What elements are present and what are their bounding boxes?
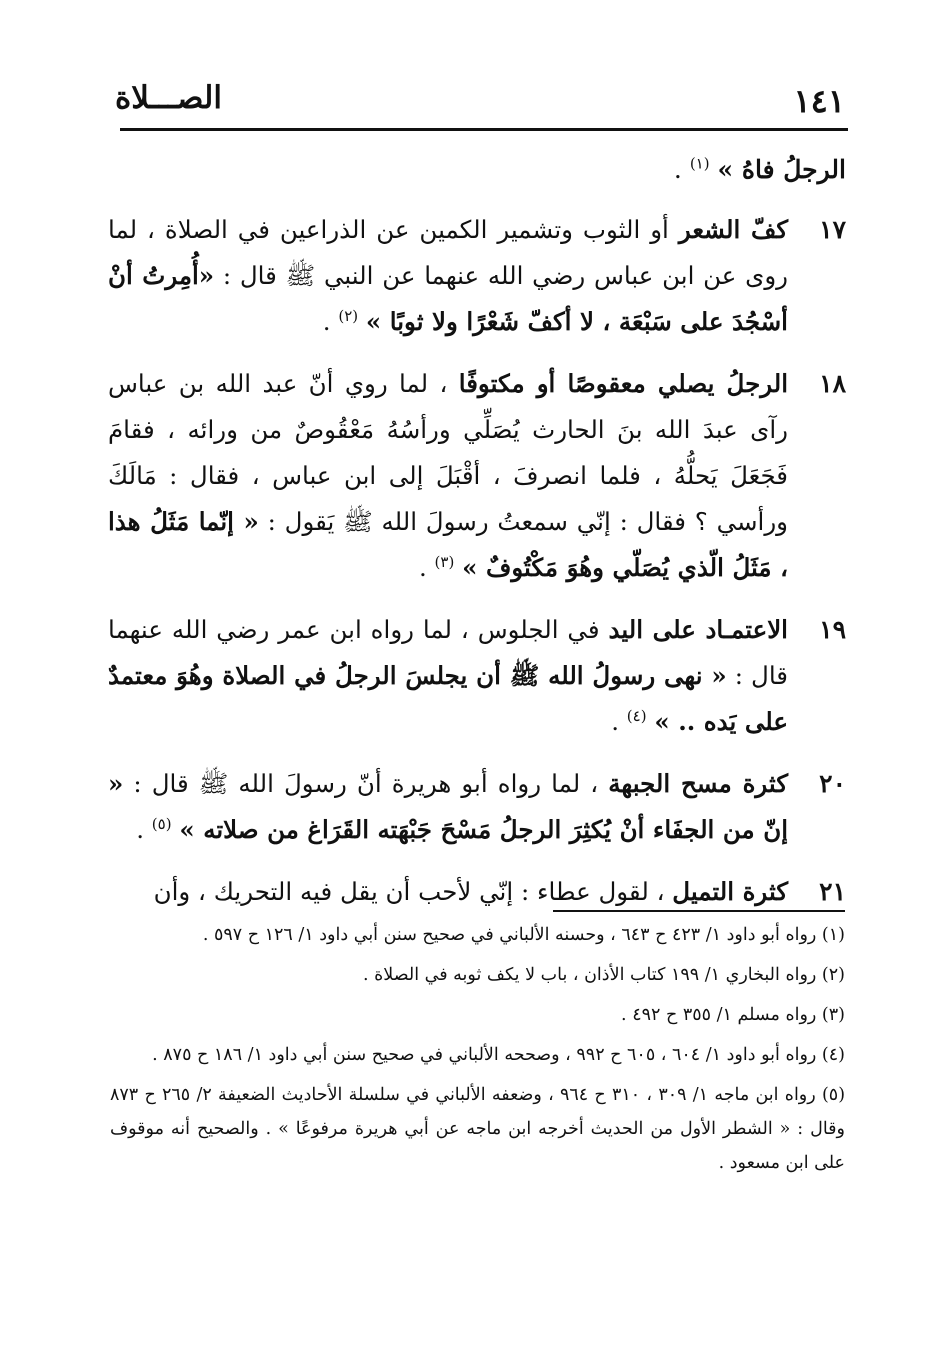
page-header [115,70,845,130]
footnote-item: (٢) رواه البخاري ١/ ١٩٩ كتاب الأذان ، باب لا يكف ثوبه في الصلاة . [362,965,845,985]
entries-list [108,207,846,915]
continuation-text: الرجلُ فاهُ » [717,155,846,184]
entry-number: ١٩ [819,615,846,644]
entry-text: ، لما رواه أبو هريرة أنّ رسولَ الله ﷺ قال : [123,769,609,798]
entry-text: . [418,553,435,582]
entry-text: في الجلوس ، لما رواه ابن عمر رضي الله عنهما قال : [108,615,788,690]
footnote-item: (٤) رواه أبو داود ١/ ٦٠٤ ، ٦٠٥ ح ٩٩٢ ، وصححه الألباني في صحيح سنن أبي داود ١/ ١٨٦ ح ٨٧٥ . [152,1045,845,1065]
footnote-ref: (٢) [338,306,359,325]
entry-item [108,607,846,745]
entry-bold-text: كثرة التميل [672,877,788,906]
entry-number: ٢٠ [819,769,846,798]
entry-number: ١٨ [819,369,846,398]
footnotes-rule [553,910,845,912]
entry-bold-text: «أُمِرتُ أنْ أسْجُدَ على سَبْعَة ، لا أكفّ شَعْرًا ولا ثوبًا » [108,261,788,336]
entry-bold-text: « نهى رسولُ الله ﷺ أن يجلسَ الرجلُ في الصلاة وهُوَ معتمدٌ على يَده .. » [108,661,788,736]
header-rule [120,128,848,131]
continuation-end: . [673,155,682,184]
footnote-ref: (٤) [626,706,647,725]
entry-bold-text: « إنّما مَثَلُ هذا ، مَثَلُ الّذي يُصَلّي وهُوَ مَكْتُوفٌ » [108,507,788,582]
entry-item [108,869,846,915]
continuation-line [108,145,846,195]
footnote-ref: (٥) [151,814,172,833]
footnote-item: (١) رواه أبو داود ١/ ٤٢٣ ح ٦٤٣ ، وحسنه الألباني في صحيح سنن أبي داود ١/ ١٢٦ ح ٥٩٧ . [202,925,845,945]
entry-item [108,761,846,853]
entry-text: . [322,307,339,336]
entry-text: . [611,707,627,736]
entry-item [108,361,846,591]
entry-bold-text: « إنّ من الجفَاء أنْ يُكثِرَ الرجلُ مَسْحَ جَبْهَته القَرَاغ من صلاته » [108,769,788,844]
entry-bold-text: الرجلُ يصلي معقوصًا أو مكتوفًا [458,369,789,398]
body-text [108,145,846,931]
footnotes [110,918,845,1186]
footnote-ref: (٣) [434,552,455,571]
footnote-item: (٣) رواه مسلم ١/ ٣٥٥ ح ٤٩٢ . [621,1005,845,1025]
running-head: الصـــلاة [115,80,222,116]
entry-bold-text: كفّ الشعر [678,215,788,244]
entry-text: أو الثوب وتشمير الكمين عن الذراعين في الصلاة ، لما روى عن ابن عباس رضي الله عنهما عن النبي ﷺ قال : [108,215,788,290]
entry-text: . [136,815,152,844]
footnote-item: (٥) رواه ابن ماجه ١/ ٣٠٩ ، ٣١٠ ح ٩٦٤ ، وضعفه الألباني في سلسلة الأحاديث الضعيفة ٢/ ٢٦٥ ح ٨٧٣ وقال : « الشطر الأول من الحديث أخرجه ابن ماجه عن أبي هريرة مرفوعًا » . والصحيح أنه موقوف على ابن مسعود . [110,1085,846,1173]
entry-number: ٢١ [819,877,846,906]
entry-text [358,307,366,336]
entry-text: ، لقول عطاء : إنّي لأحب أن يقل فيه التحريك ، وأن [153,877,673,906]
entry-item [108,207,846,345]
page-number: ١٤١ [793,82,845,120]
entry-number: ١٧ [819,215,846,244]
entry-text [454,553,462,582]
entry-bold-text: الاعتمـاد على اليد [608,615,788,644]
entry-bold-text: كثرة مسح الجبهة [608,769,788,798]
entry-text: ، لما روي أنّ عبد الله بن عباس رآى عبدَ الله بنَ الحارث يُصَلِّي ورأسُهُ مَعْقُوصٌ من ورائه ، فقامَ فَجَعَلَ يَحلُّهُ ، فلما انصرفَ ، أقْبَلَ إلى ابن عباس ، فقال : مَالَكَ ورأسي ؟ فقال : إنّي سمعتُ رسولَ الله ﷺ يَقول : [108,369,788,536]
footnote-ref: (١) [689,154,710,173]
